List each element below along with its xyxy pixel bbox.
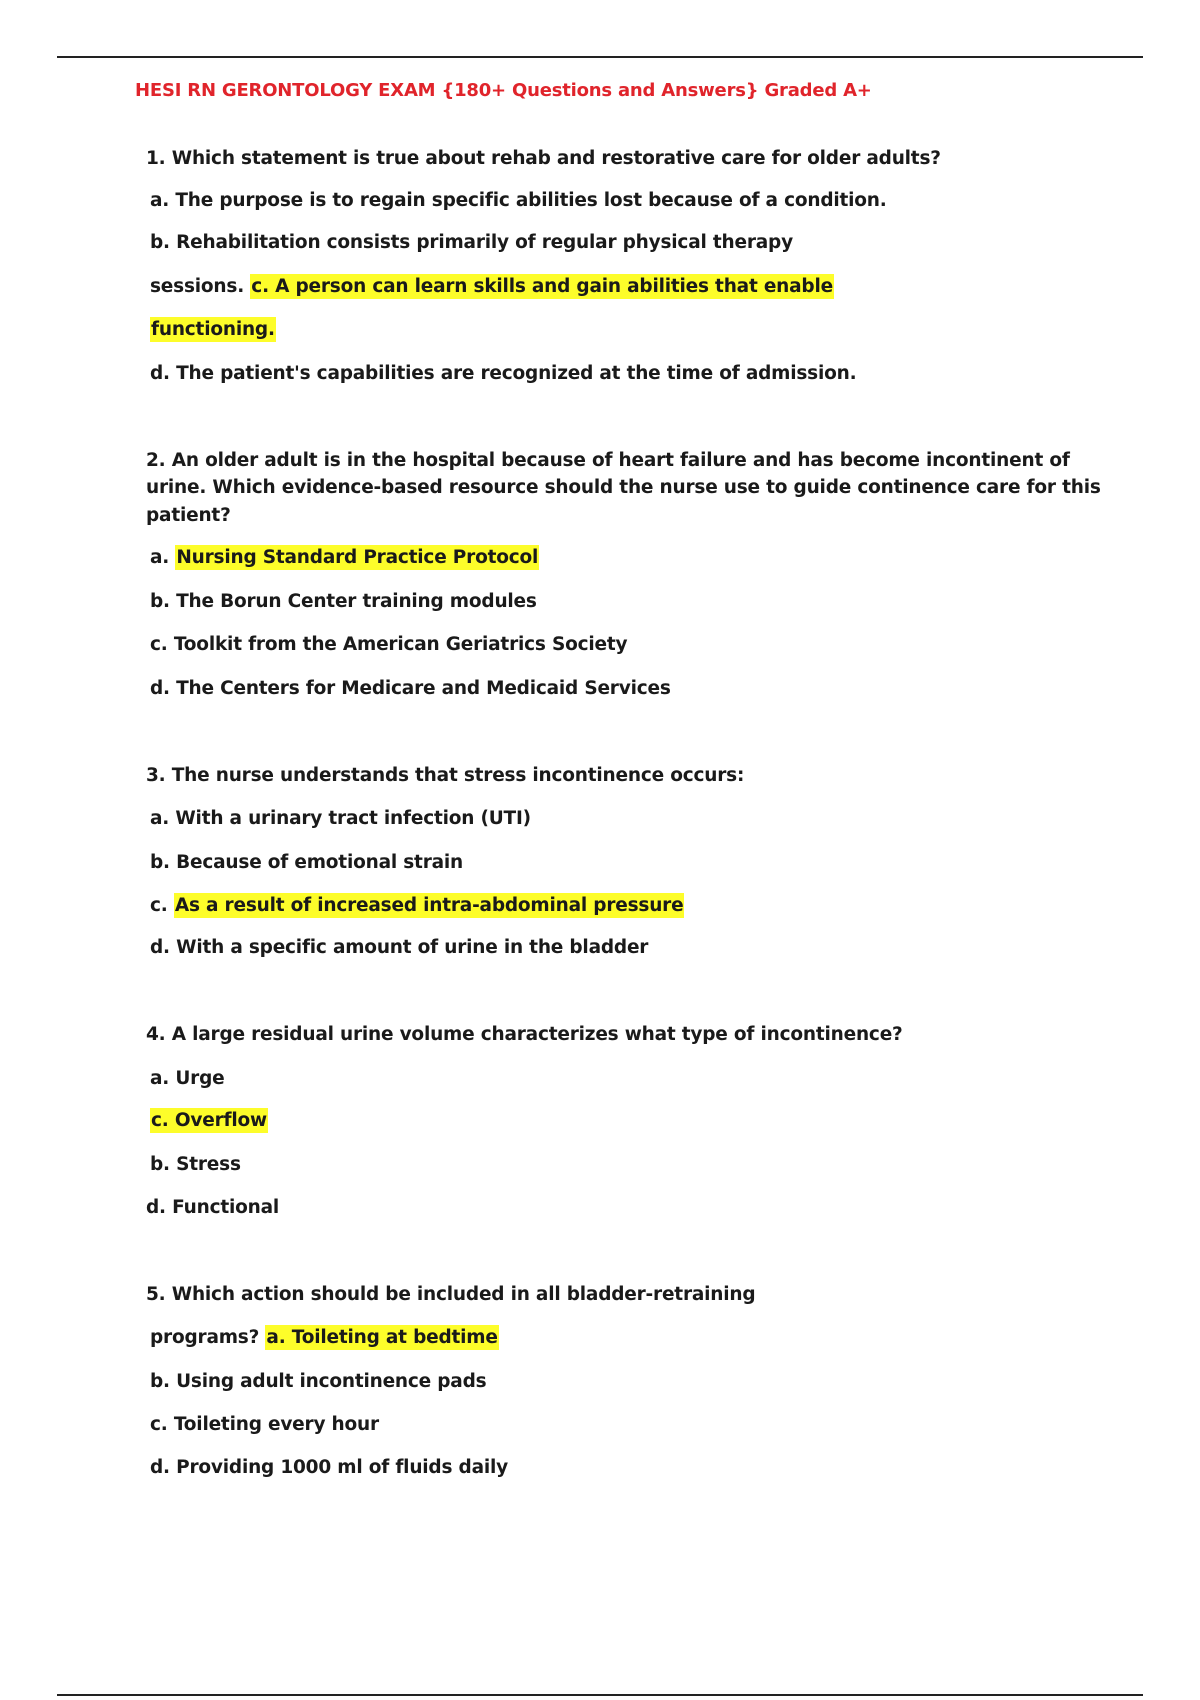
question-2-stem-line-3: patient? <box>146 505 231 526</box>
question-4-option-c <box>150 1108 268 1134</box>
question-2-option-c: c. Toolkit from the American Geriatrics Society <box>150 634 628 655</box>
question-2-option-a-letter: a. <box>150 547 170 568</box>
question-4-option-a: a. Urge <box>150 1068 225 1089</box>
bottom-divider <box>57 1694 1143 1696</box>
question-2-option-b: b. The Borun Center training modules <box>150 591 537 612</box>
question-4-option-d: d. Functional <box>146 1197 280 1218</box>
question-3-option-d: d. With a specific amount of urine in the bladder <box>150 937 649 958</box>
question-4-option-b: b. Stress <box>150 1154 241 1175</box>
question-3-option-c-highlighted: As a result of increased intra-abdominal pressure <box>174 895 684 916</box>
question-3-stem: 3. The nurse understands that stress incontinence occurs: <box>146 765 745 786</box>
question-5-stem-end: programs? <box>150 1327 260 1348</box>
question-1-option-c-highlighted: c. A person can learn skills and gain abilities that enable <box>251 276 833 297</box>
question-1-option-c-continued <box>150 317 276 343</box>
question-1-option-d: d. The patient's capabilities are recognized at the time of admission. <box>150 363 857 384</box>
question-1-option-b-end: sessions. <box>150 276 245 297</box>
question-3-option-c-letter: c. <box>150 895 168 916</box>
question-2-stem-line-2: urine. Which evidence-based resource should the nurse use to guide continence care for this <box>146 477 1101 498</box>
question-1-option-a: a. The purpose is to regain specific abilities lost because of a condition. <box>150 190 887 211</box>
question-1-option-b-continued <box>150 274 834 300</box>
question-1-option-c-end-highlighted: functioning. <box>151 319 275 340</box>
question-2-option-d: d. The Centers for Medicare and Medicaid Services <box>150 678 671 699</box>
question-3-option-c <box>150 893 684 919</box>
question-2-option-a-highlighted: Nursing Standard Practice Protocol <box>176 547 539 568</box>
question-1-stem: 1. Which statement is true about rehab and restorative care for older adults? <box>146 148 941 169</box>
question-3-option-b: b. Because of emotional strain <box>150 852 464 873</box>
question-4-stem: 4. A large residual urine volume characterizes what type of incontinence? <box>146 1024 903 1045</box>
document-title: HESI RN GERONTOLOGY EXAM {180+ Questions and Answers} Graded A+ <box>135 80 872 101</box>
question-5-option-b: b. Using adult incontinence pads <box>150 1371 487 1392</box>
question-5-option-a-highlighted: a. Toileting at bedtime <box>266 1327 498 1348</box>
question-5-stem-line-1: 5. Which action should be included in all bladder-retraining <box>146 1284 756 1305</box>
question-5-stem-line-2 <box>150 1325 499 1351</box>
question-4-option-c-highlighted: c. Overflow <box>151 1110 267 1131</box>
question-1-option-b: b. Rehabilitation consists primarily of regular physical therapy <box>150 232 793 253</box>
question-2-stem-line-1: 2. An older adult is in the hospital because of heart failure and has become incontinent of <box>146 450 1070 471</box>
question-2-option-a <box>150 545 539 571</box>
top-divider <box>57 56 1143 58</box>
question-5-option-d: d. Providing 1000 ml of fluids daily <box>150 1457 508 1478</box>
question-5-option-c: c. Toileting every hour <box>150 1414 379 1435</box>
question-3-option-a: a. With a urinary tract infection (UTI) <box>150 808 531 829</box>
